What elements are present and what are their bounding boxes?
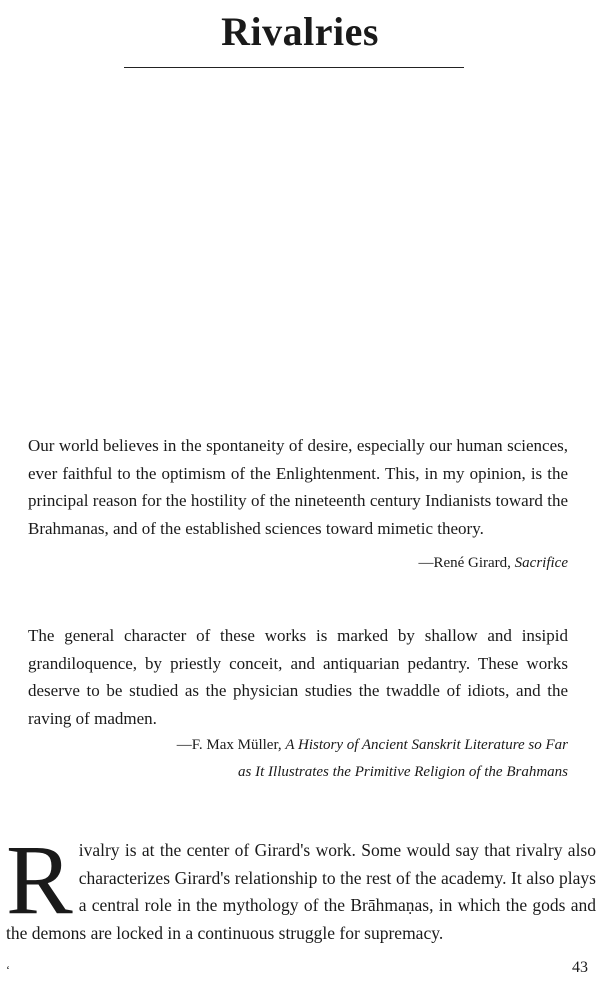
drop-cap: R — [6, 824, 73, 935]
stray-mark: ʻ — [6, 963, 10, 977]
body-paragraph — [6, 824, 596, 947]
epigraph-attribution — [28, 550, 568, 577]
page-number: 43 — [572, 959, 588, 976]
epigraph-muller — [28, 622, 568, 786]
attribution-work-line1: A History of Ancient Sanskrit Literature so Far — [285, 737, 568, 753]
attribution-work-line2: as It Illustrates the Primitive Religion of the Brahmans — [238, 764, 568, 780]
chapter-title: Rivalries — [221, 9, 379, 54]
body-text: ivalry is at the center of Girard's work. Some would say that rivalry also characterizes Girard's relationship to the rest of the academy. It also plays a central role in the mythology of the Brāhmaṇas, in which the gods and the demons are locked in a continuous struggle for supremacy. — [6, 840, 596, 943]
epigraph-girard — [28, 432, 568, 577]
epigraph-attribution — [28, 732, 568, 786]
attribution-work: Sacrifice — [514, 555, 568, 571]
attribution-author: —René Girard, — [418, 555, 515, 571]
epigraph-text: The general character of these works is marked by shallow and insipid grandiloquence, by priestly conceit, and antiquarian pedantry. These works deserve to be studied as the physician studies the twaddle of idiots, and the raving of madmen. — [28, 626, 568, 728]
title-rule — [124, 67, 464, 68]
attribution-author: —F. Max Müller, — [176, 737, 286, 753]
epigraph-text: Our world believes in the spontaneity of desire, especially our human sciences, ever faithful to the optimism of the Enlightenment. This, in my opinion, is the principal reason for the hostility of the nineteenth century Indianists toward the Brahmanas, and of the established sciences toward mimetic theory. — [28, 436, 568, 538]
